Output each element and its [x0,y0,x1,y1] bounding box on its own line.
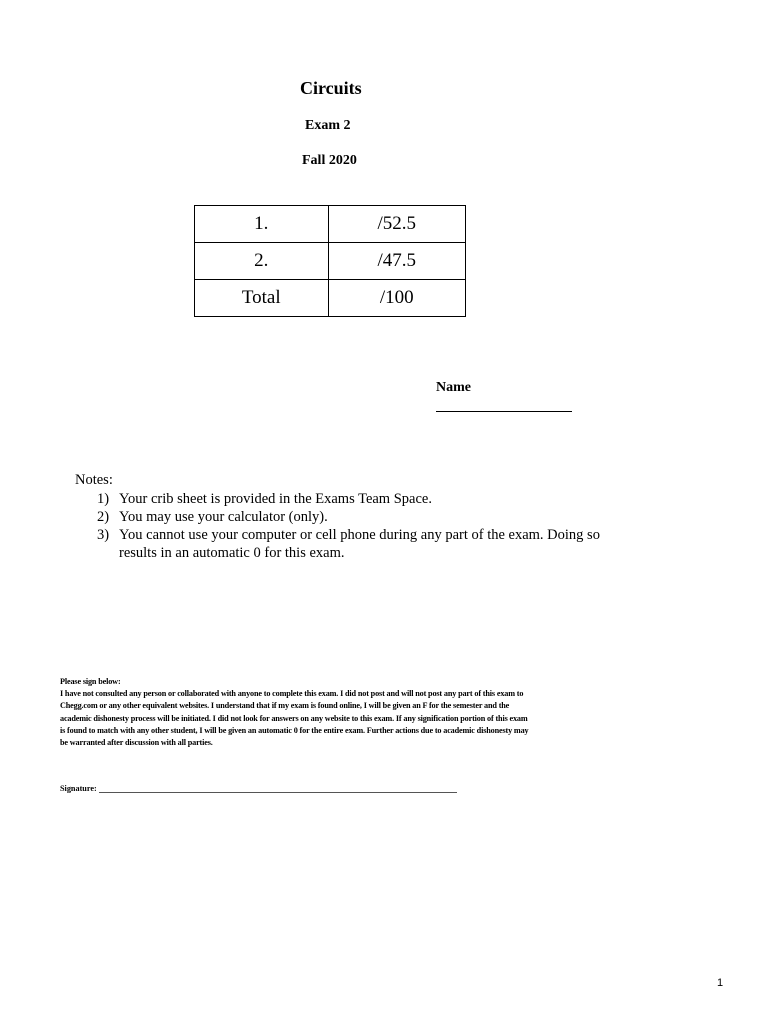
note-text: Your crib sheet is provided in the Exams Team Space. [119,491,432,507]
list-item [75,526,619,562]
notes-list [75,490,619,562]
signature-field-line[interactable] [99,784,457,793]
total-label: Total [195,280,329,317]
course-title: Circuits [300,78,362,98]
name-label: Name [436,380,471,395]
table-row [195,243,466,280]
problem-label: 1. [195,206,329,243]
problem-points: /52.5 [328,206,465,243]
list-item [75,508,619,526]
exam-number: Exam 2 [305,118,351,133]
notes-heading: Notes: [75,472,113,488]
signature-row [60,784,457,793]
pledge-text: I have not consulted any person or collaborated with anyone to complete this exam. I did not post and will not post any part of this exam to Chegg.com or any other equivalent websites. I understand that if my exam is found online, I will be given an F for the semester and the academic dishonesty process will be initiated. I did not look for answers on any website to this exam. If any signification portion of this exam is found to match with any other student, I will be given an automatic 0 for the entire exam. Further actions due to academic dishonesty may be warranted after discussion with all parties. [60,689,529,748]
name-field-line[interactable] [436,411,572,412]
total-points: /100 [328,280,465,317]
problem-label: 2. [195,243,329,280]
note-text: You may use your calculator (only). [119,509,328,525]
note-number: 3) [97,527,110,543]
note-number: 1) [97,491,110,507]
problem-points: /47.5 [328,243,465,280]
pledge-heading: Please sign below: [60,677,121,686]
note-number: 2) [97,509,110,525]
note-text: You cannot use your computer or cell phone during any part of the exam. Doing so results in an automatic 0 for this exam. [119,527,600,561]
exam-term: Fall 2020 [302,153,357,168]
honor-pledge [60,676,530,749]
score-table [194,205,466,317]
table-row [195,206,466,243]
list-item [75,490,619,508]
table-row [195,280,466,317]
page-number: 1 [717,977,724,989]
signature-label: Signature: [60,784,97,793]
